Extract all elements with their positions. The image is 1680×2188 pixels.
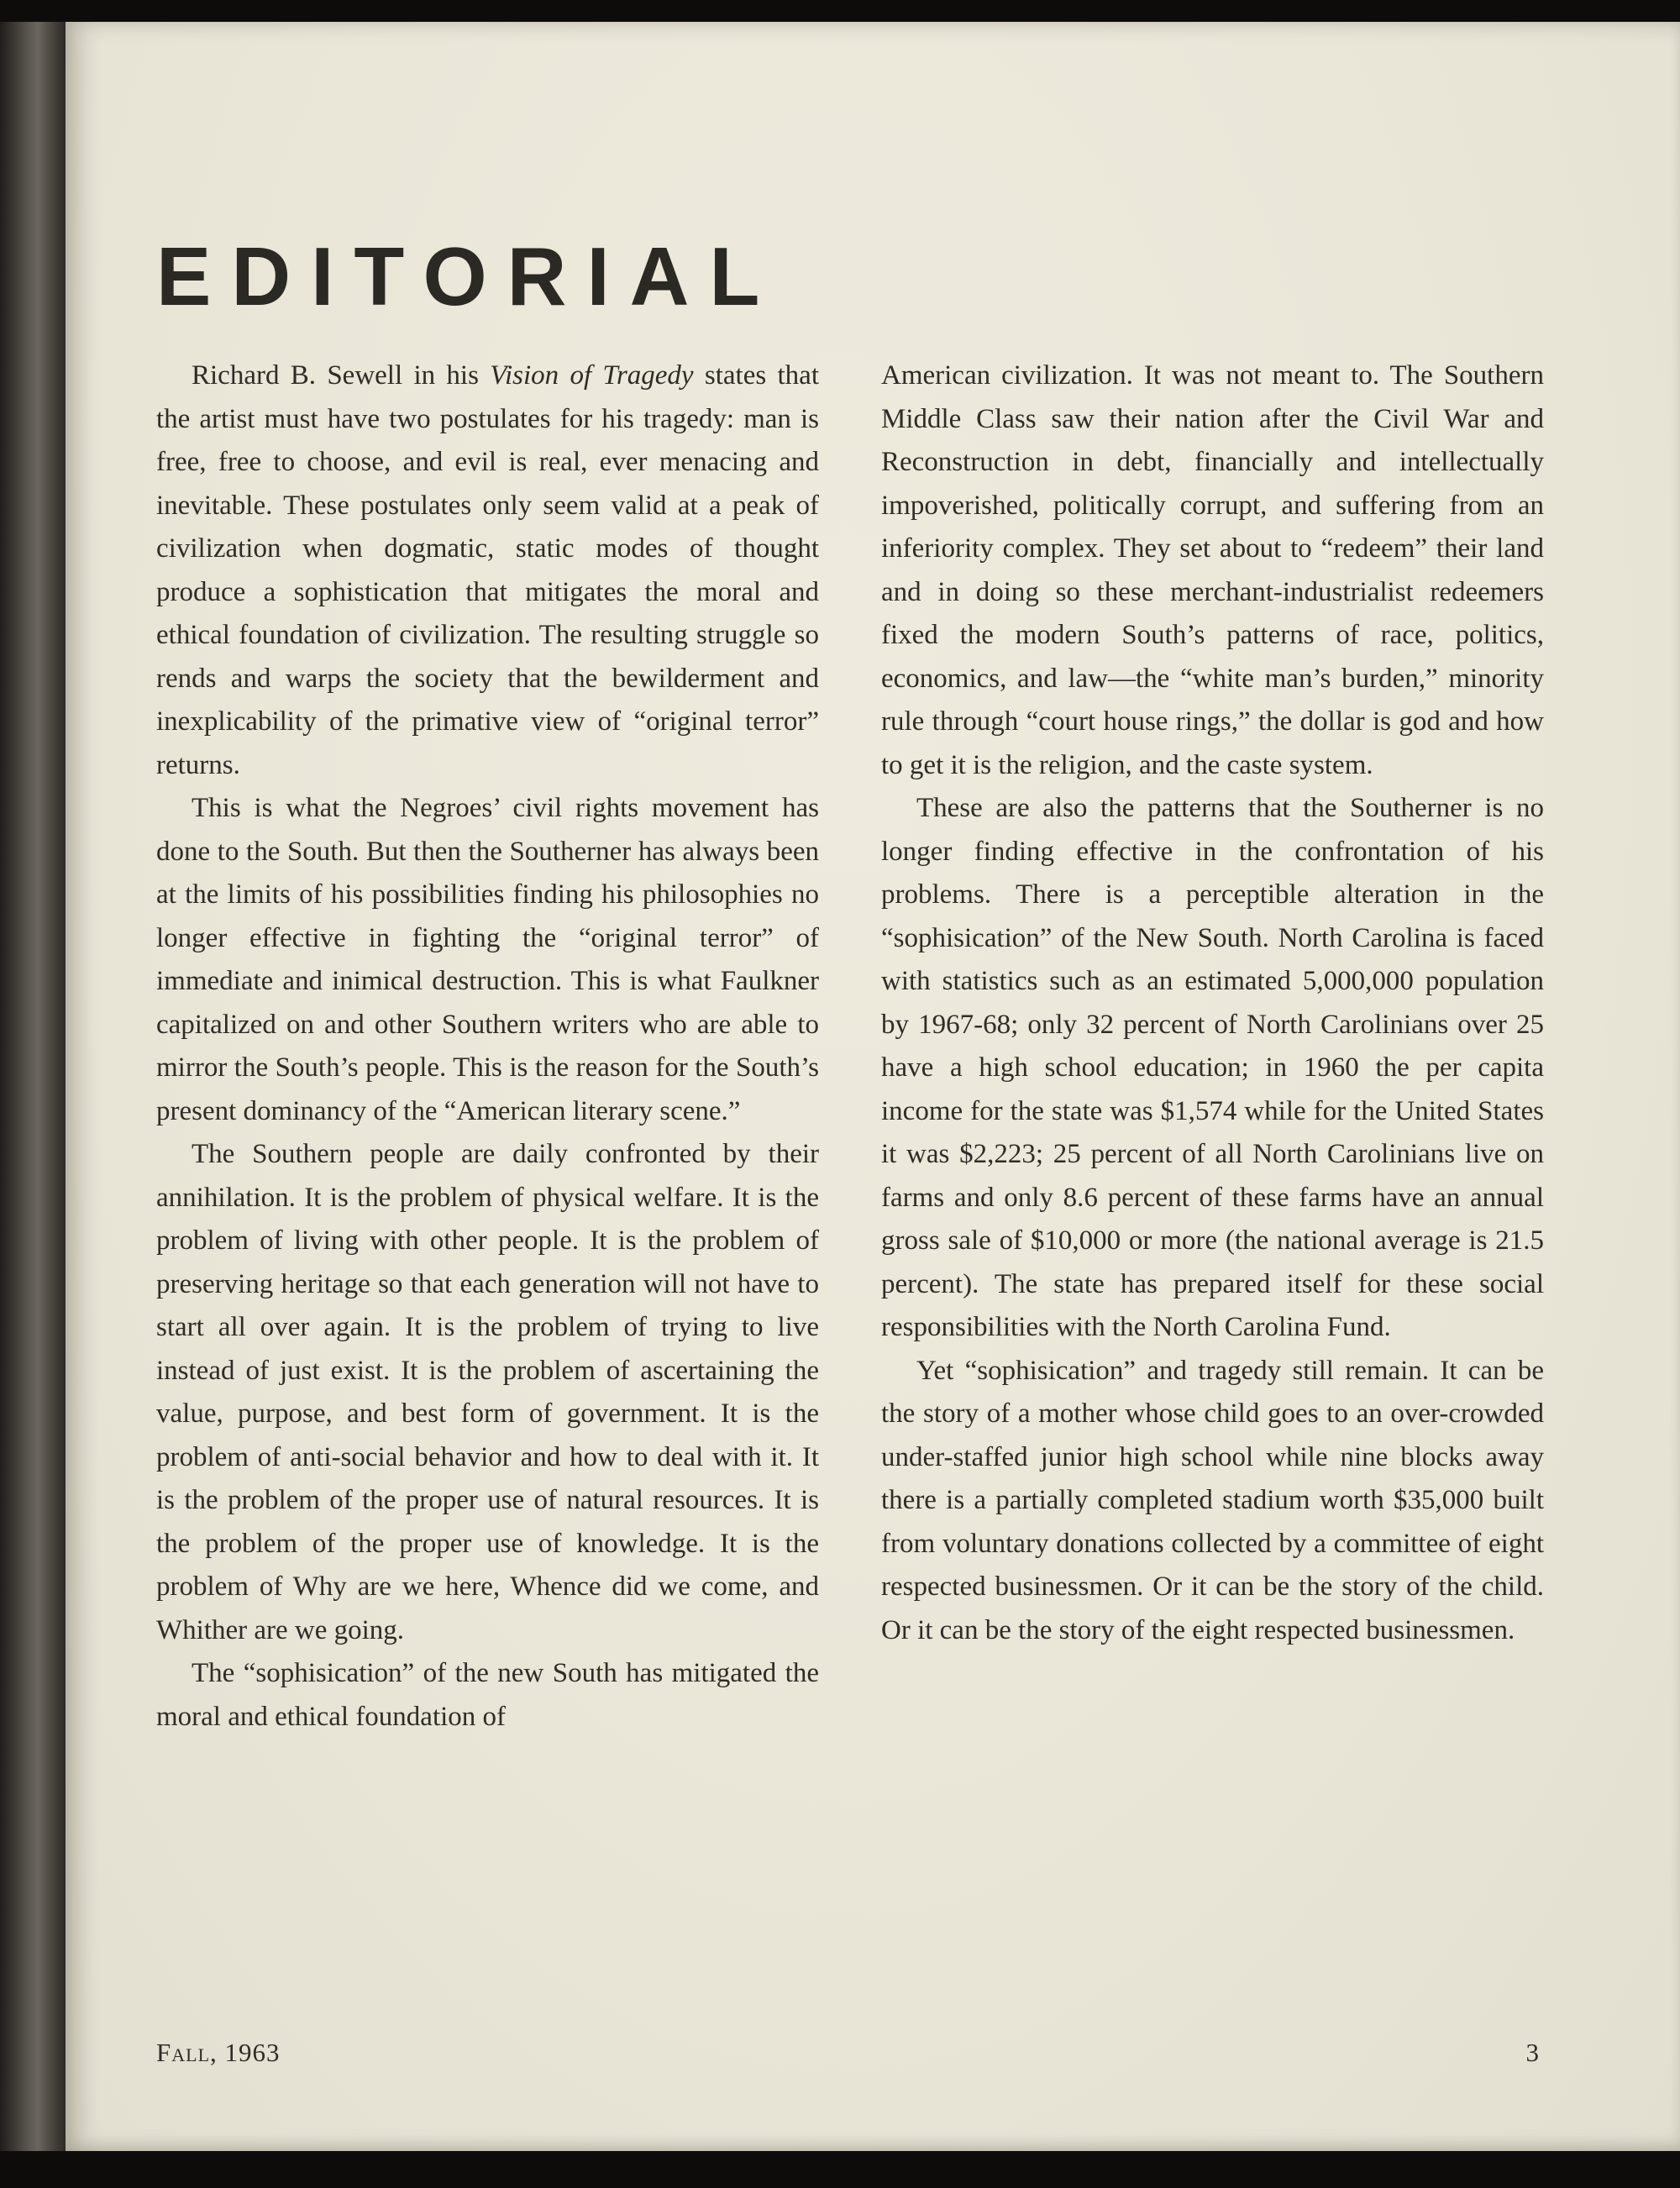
paragraph-text: states that the artist must have two postulates for his tragedy: man is free, free to choose, and evil is real, ever menacing and inevitable. These postulates only seem valid at a peak of civilization when dogmatic, static modes of thought produce a sophistication that mitigates the moral and ethical foundation of civilization. The resulting struggle so rends and warps the society that the bewilderment and inexplicability of the primative view of “original terror” returns. bbox=[156, 360, 820, 780]
issue-date: Fall, 1963 bbox=[156, 2038, 281, 2067]
page-footer bbox=[156, 2038, 1544, 2068]
paragraph-text: The Southern people are daily confronted by their annihilation. It is the problem of physical welfare. It is the problem of living with other people. It is the problem of preserving heritage so that each generation will not have to start all over again. It is the problem of trying to live instead of just exist. It is the problem of ascertaining the value, purpose, and best form of government. It is the problem of anti-social behavior and how to deal with it. It is the problem of the proper use of natural resources. It is the problem of the proper use of knowledge. It is the problem of Why are we here, Whence did we come, and Whither are we going. bbox=[156, 1139, 819, 1645]
editorial-body bbox=[156, 354, 1544, 1739]
left-column bbox=[156, 354, 819, 1739]
paragraph-text: Richard B. Sewell in his bbox=[192, 360, 491, 391]
book-title-italic: Vision of Tragedy bbox=[490, 360, 694, 391]
paragraph-text: This is what the Negroes’ civil rights movement has done to the South. But then the Southerner has always been at the limits of his possibilities finding his philosophies no longer effective in fighting the “original terror” of immediate and inimical destruction. This is what Faulkner capitalized on and other Southern writers who are able to mirror the South’s people. This is the reason for the South’s present dominancy of the “American literary scene.” bbox=[156, 793, 819, 1126]
scan-top-edge bbox=[0, 0, 1680, 22]
paragraph bbox=[881, 354, 1544, 787]
page-title: EDITORIAL bbox=[156, 229, 780, 323]
paragraph-text: The “sophisication” of the new South has mitigated the moral and ethical foundation of bbox=[156, 1658, 819, 1732]
scan-bottom-edge bbox=[0, 2151, 1680, 2188]
magazine-page bbox=[66, 22, 1680, 2151]
paragraph-text: Yet “sophisication” and tragedy still remain. It can be the story of a mother whose child goes to an over-crowded under-staffed junior high school while nine blocks away there is a partially completed stadium worth $35,000 built from voluntary donations collected by a committee of eight respected businessmen. Or it can be the story of the child. Or it can be the story of the eight respected businessmen. bbox=[881, 1355, 1544, 1645]
book-spine bbox=[0, 0, 66, 2188]
paragraph bbox=[156, 354, 819, 787]
page-number: 3 bbox=[1525, 2038, 1539, 2067]
paragraph bbox=[156, 1133, 819, 1652]
paragraph bbox=[881, 1350, 1544, 1653]
paragraph bbox=[881, 787, 1544, 1350]
paragraph-text: These are also the patterns that the Southerner is no longer finding effective in the confrontation of his problems. There is a perceptible alteration in the “sophisication” of the New South. North Carolina is faced with statistics such as an estimated 5,000,000 population by 1967-68; only 32 percent of North Carolinians over 25 have a high school education; in 1960 the per capita income for the state was $1,574 while for the United States it was $2,223; 25 percent of all North Carolinians live on farms and only 8.6 percent of these farms have an annual gross sale of $10,000 or more (the national average is 21.5 percent). The state has prepared itself for these social responsibilities with the North Carolina Fund. bbox=[881, 793, 1544, 1342]
paragraph bbox=[156, 1652, 819, 1739]
right-column bbox=[881, 354, 1544, 1739]
paragraph-text: American civilization. It was not meant to. The Southern Middle Class saw their nation after the Civil War and Reconstruction in debt, financially and intellectually impoverished, politically corrupt, and suffering from an inferiority complex. They set about to “redeem” their land and in doing so these merchant-industrialist redeemers fixed the modern South’s patterns of race, politics, economics, and law—the “white man’s burden,” minority rule through “court house rings,” the dollar is god and how to get it is the religion, and the caste system. bbox=[881, 360, 1544, 780]
paragraph bbox=[156, 787, 819, 1133]
